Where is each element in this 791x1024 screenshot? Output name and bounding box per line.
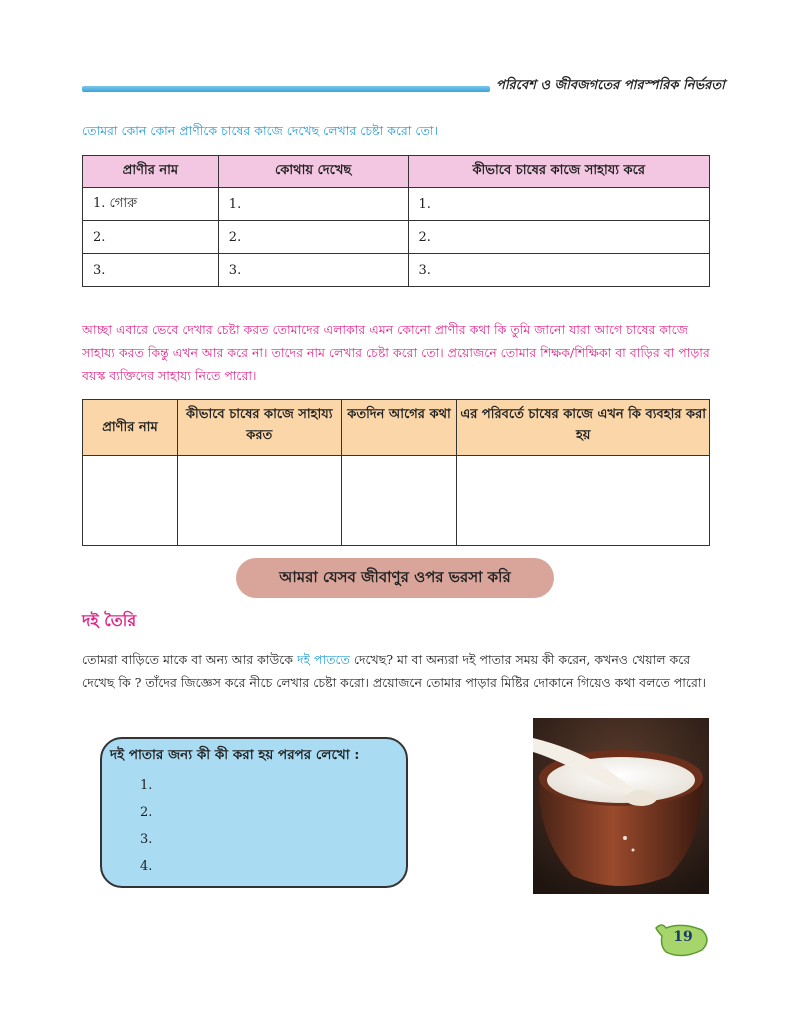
section-banner: আমরা যেসব জীবাণুর ওপর ভরসা করি (236, 558, 554, 598)
page-number: 19 (673, 929, 693, 945)
table-cell[interactable]: 1. (408, 188, 710, 221)
col-header-where-seen: কোথায় দেখেছ (218, 156, 408, 188)
table-row (83, 456, 710, 546)
intro-text-1: তোমরা কোন কোন প্রাণীকে চাষের কাজে দেখেছ লেখার চেষ্টা করো তো। (82, 123, 438, 138)
table-cell[interactable]: 2. (83, 221, 219, 254)
list-item[interactable]: 4. (140, 859, 153, 874)
section-title: দই তৈরি (82, 611, 137, 630)
table-header-row (83, 400, 710, 456)
list-item[interactable]: 3. (140, 832, 153, 847)
paragraph-text: দেখেছ? মা বা অন্যরা দই পাতার সময় কী করেন, কখনও খেয়াল করে দেখেছ কি ? তাঁদের জিজ্ঞেস করে নীচে লেখার চেষ্টা করো। প্রয়োজনে তোমার পাড়ার মিষ্টির দোকানে গিয়েও কথা বলতে পারো। (82, 652, 706, 690)
col-header-how-helps: কীভাবে চাষের কাজে সাহায্য করে (408, 156, 710, 188)
curd-pot-illustration (533, 718, 709, 894)
col-header-how-long-ago: কতদিন আগের কথা (341, 400, 457, 456)
table-row (83, 221, 710, 254)
animals-table (82, 155, 710, 287)
table-row (83, 254, 710, 287)
table-cell[interactable]: 3. (408, 254, 710, 287)
table-cell[interactable]: 1. গোরু (83, 188, 219, 221)
table-cell[interactable] (83, 456, 178, 546)
intro-text-2: আচ্ছা এবারে ভেবে দেখার চেষ্টা করত তোমাদের এলাকার এমন কোনো প্রাণীর কথা কি তুমি জানো যারা আগে চাষের কাজে সাহায্য করত কিন্তু এখন আর করে না। তাদের নাম লেখার চেষ্টা করো তো। প্রয়োজনে তোমার শিক্ষক/শিক্ষিকা বা বাড়ির বা পাড়ার বয়স্ক ব্যক্তিদের সাহায্য নিতে পারো। (82, 322, 710, 383)
header-rule (82, 86, 490, 92)
list-item[interactable]: 2. (140, 805, 153, 820)
activity-list (140, 772, 152, 880)
table-cell[interactable]: 3. (83, 254, 219, 287)
table-row (83, 188, 710, 221)
table-cell[interactable]: 2. (408, 221, 710, 254)
col-header-animal-name: প্রাণীর নাম (83, 400, 178, 456)
col-header-animal-name: প্রাণীর নাম (83, 156, 219, 188)
table-cell[interactable]: 2. (218, 221, 408, 254)
col-header-replacement: এর পরিবর্তে চাষের কাজে এখন কি ব্যবহার করা হয় (457, 400, 710, 456)
table-cell[interactable] (341, 456, 457, 546)
past-animals-table (82, 399, 710, 546)
table-cell[interactable]: 1. (218, 188, 408, 221)
highlight-text: দই পাততে (296, 652, 350, 667)
table-cell[interactable] (457, 456, 710, 546)
chapter-title: পরিবেশ ও জীবজগতের পারস্পরিক নির্ভরতা (496, 78, 725, 93)
section-paragraph (82, 648, 722, 694)
table-cell[interactable] (177, 456, 341, 546)
paragraph-text: তোমরা বাড়িতে মাকে বা অন্য আর কাউকে (82, 652, 297, 667)
table-cell[interactable]: 3. (218, 254, 408, 287)
table-header-row (83, 156, 710, 188)
list-item[interactable]: 1. (140, 778, 153, 793)
col-header-how-helped: কীভাবে চাষের কাজে সাহায্য করত (177, 400, 341, 456)
curd-pot-photo (533, 718, 709, 894)
activity-box-title: দই পাতার জন্য কী কী করা হয় পরপর লেখো : (110, 747, 360, 763)
